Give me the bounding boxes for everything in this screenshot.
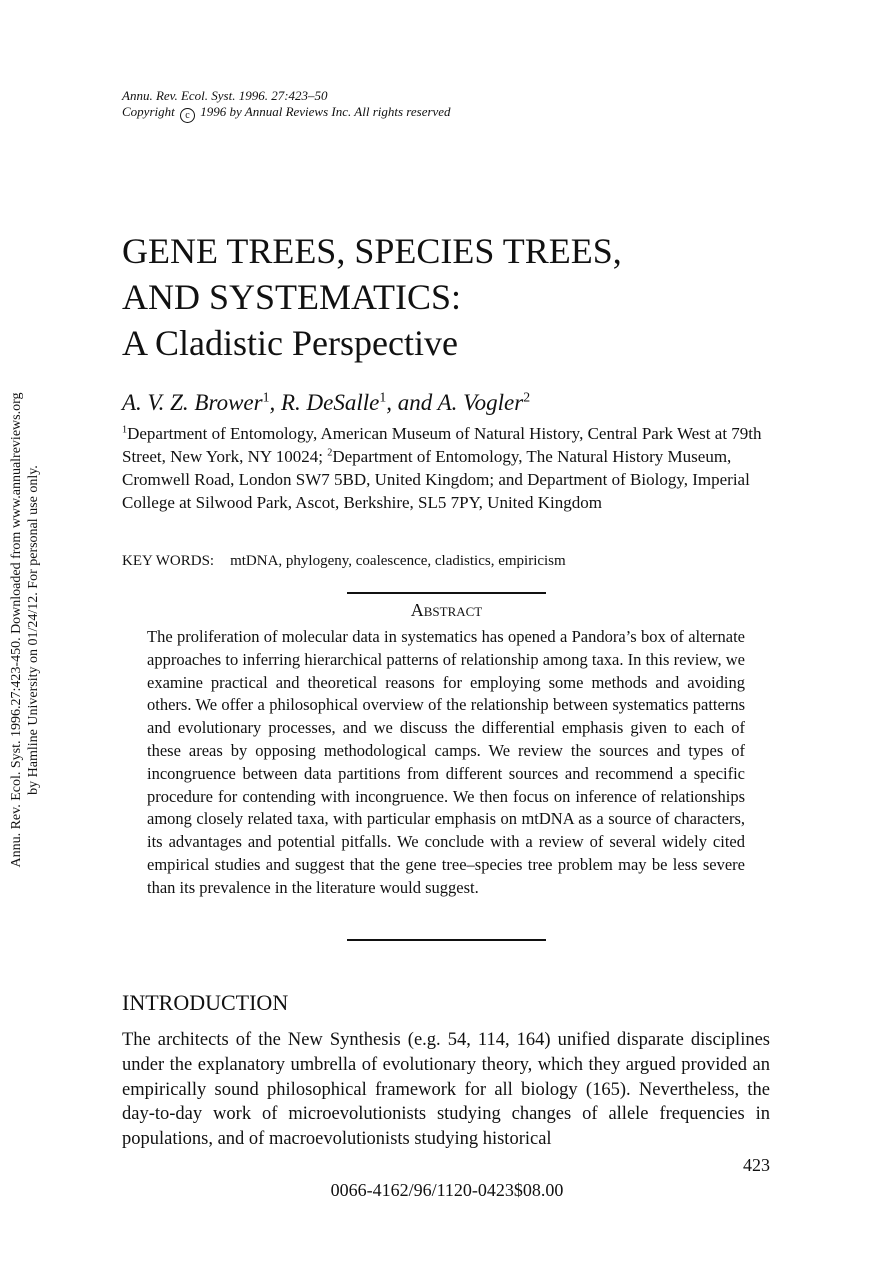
title-line-1: GENE TREES, SPECIES TREES, (122, 231, 622, 271)
abstract-body: The proliferation of molecular data in systematics has opened a Pandora’s box of alternate approaches to inferring hierarchical patterns of relationship among taxa. In this review, we examine practical and theoretical reasons for employing some methods and avoiding others. We offer a philosophical overview of the relationship between systematics patterns and evolutionary processes, and we discuss the differential emphasis given to each of these areas by opposing methodological camps. We review the sources and types of incongruence between data partitions from different sources and recommend a specific procedure for contending with incongruence. We then focus on inference of relationships among closely related taxa, with particular emphasis on mtDNA as a source of characters, its advantages and potential pitfalls. We conclude with a review of several widely cited empirical studies and suggest that the gene tree–species tree problem may be less severe than its prevalence in the literature would suggest. (147, 627, 745, 897)
title-line-3: A Cladistic Perspective (122, 323, 458, 363)
copyright-suffix: 1996 by Annual Reviews Inc. All rights reserved (200, 104, 451, 119)
author-separator: , and (386, 390, 438, 415)
author-1-affil: 1 (262, 389, 270, 405)
download-notice-line1: Annu. Rev. Ecol. Syst. 1996.27:423-450. Downloaded from www.annualreviews.org (9, 392, 24, 868)
keywords-value: mtDNA, phylogeny, coalescence, cladistics, empiricism (230, 553, 566, 569)
author-3-affil: 2 (523, 389, 531, 405)
affil-1-text: Department of Entomology, American Museum of Natural History, Central Park West at 79th Street, New York, NY 10024; (122, 424, 762, 466)
affiliations (122, 422, 774, 514)
journal-citation: Annu. Rev. Ecol. Syst. 1996. 27:423–50 (122, 88, 328, 103)
footer-code: 0066-4162/96/1120-0423$08.00 (330, 1180, 564, 1200)
author-1: A. V. Z. Brower (122, 390, 263, 415)
affil-2-marker: 2 (327, 447, 333, 459)
keywords (122, 553, 566, 570)
copyright-prefix: Copyright (122, 104, 175, 119)
author-list (122, 390, 530, 416)
journal-header (122, 88, 451, 123)
introduction-paragraph: The architects of the New Synthesis (e.g. 54, 114, 164) unified disparate disciplines under the explanatory umbrella of evolutionary theory, which they argued provided an empirically sound philosophical framework for all biology (165). Nevertheless, the day-to-day work of microevolutionists studying changes of allele frequencies in populations, and of macroevolutionists studying historical (122, 1030, 770, 1150)
abstract-bottom-rule (347, 939, 546, 941)
author-2: R. DeSalle (280, 390, 380, 415)
copyright-icon: c (180, 108, 195, 123)
copyright-line (122, 104, 451, 123)
author-2-affil: 1 (379, 389, 387, 405)
abstract-top-rule (347, 592, 546, 594)
affil-1-marker: 1 (122, 424, 128, 436)
author-separator: , (269, 390, 281, 415)
section-heading-introduction: INTRODUCTION (122, 990, 289, 1015)
download-notice-line2: by Hamline University on 01/24/12. For personal use only. (26, 465, 41, 795)
keywords-label: KEY WORDS: (122, 553, 215, 569)
title-line-2: AND SYSTEMATICS: (122, 277, 462, 317)
article-title (122, 228, 622, 366)
download-notice-text (8, 392, 42, 867)
page-number: 423 (743, 1155, 770, 1175)
affil-2-text: Department of Entomology, The Natural History Museum, Cromwell Road, London SW7 5BD, United Kingdom; and Department of Biology, Imperial College at Silwood Park, Ascot, Berkshire, SL5 7PY, United Kingdom (122, 447, 750, 512)
abstract-heading: Abstract (410, 600, 483, 620)
author-3: A. Vogler (437, 390, 524, 415)
